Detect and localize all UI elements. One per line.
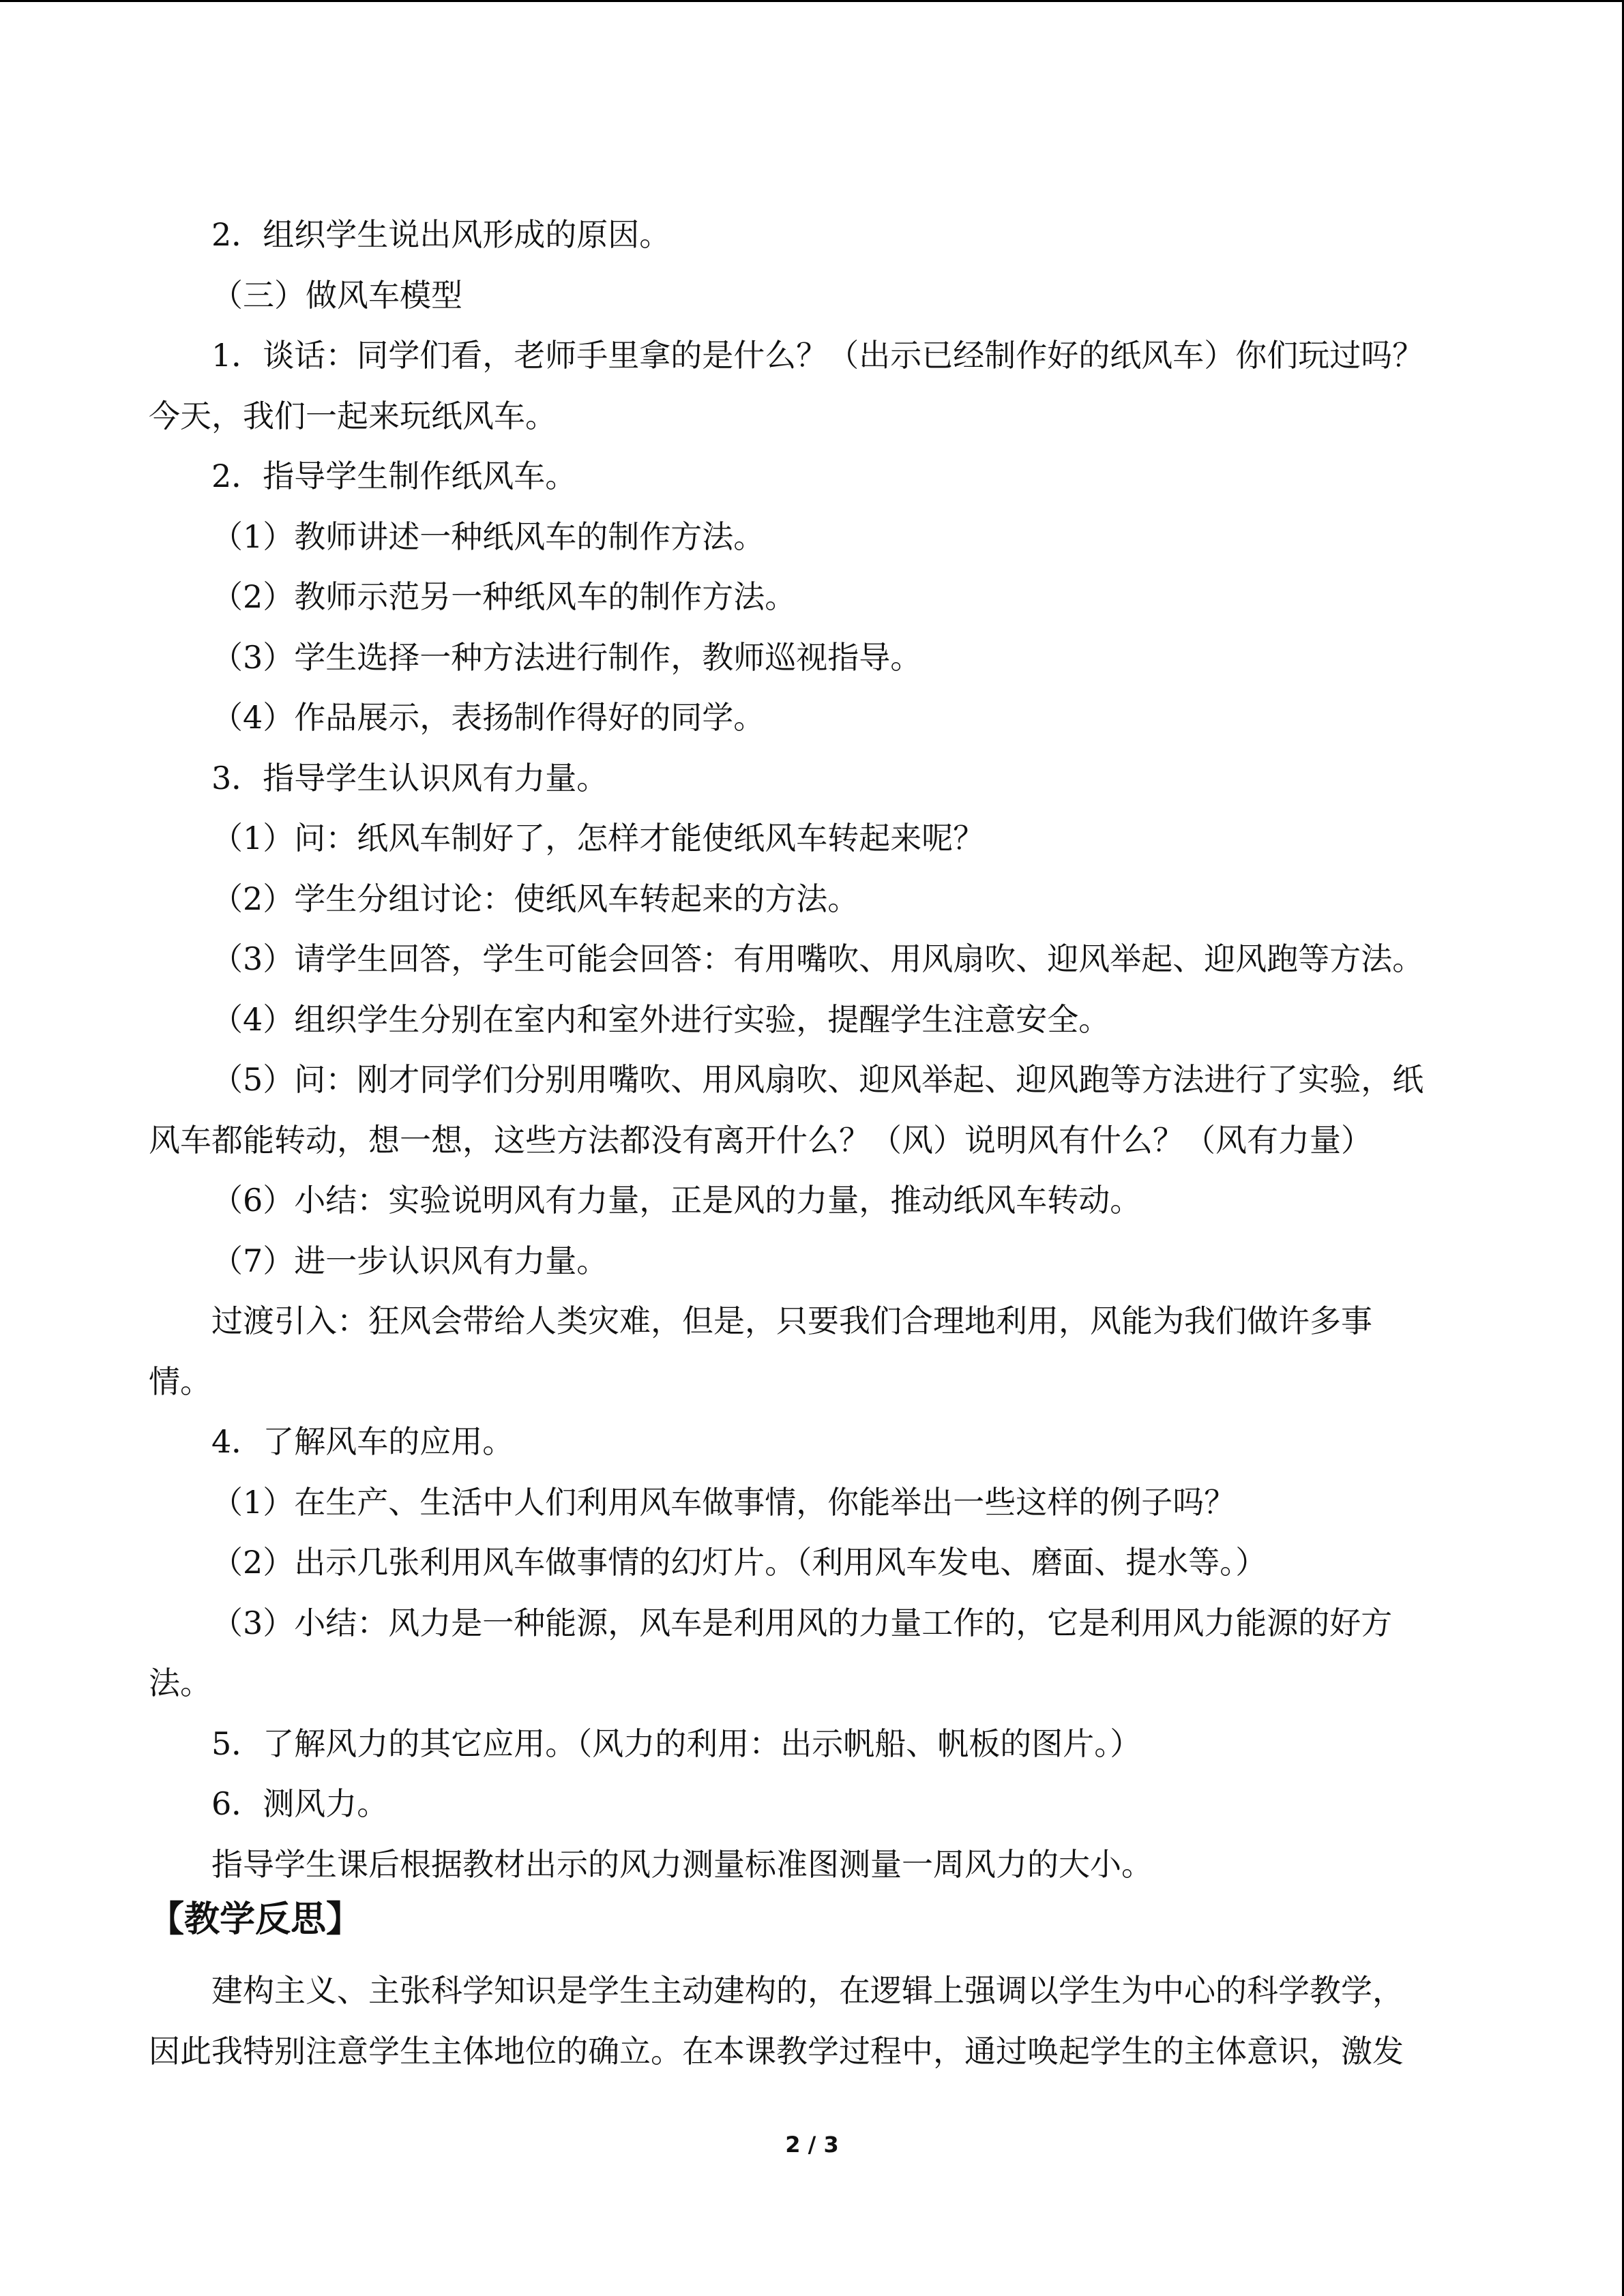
- reflection-line: 建构主义、主张科学知识是学生主动建构的，在逻辑上强调以学生为中心的科学教学，: [211, 1972, 1404, 2009]
- paragraph-line: （7）进一步认识风有力量。: [211, 1242, 608, 1279]
- paragraph: [149, 989, 1475, 1050]
- paragraph-line: 2．组织学生说出风形成的原因。: [211, 216, 671, 253]
- paragraph-line: （4）组织学生分别在室内和室外进行实验，提醒学生注意安全。: [211, 1000, 1110, 1038]
- paragraph-line: 今天，我们一起来玩纸风车。: [149, 397, 557, 434]
- paragraph-line: 6．测风力。: [211, 1785, 389, 1822]
- paragraph: [149, 205, 1475, 265]
- paragraph: [149, 929, 1475, 989]
- paragraph-line: 5．了解风力的其它应用。（风力的利用：出示帆船、帆板的图片。）: [211, 1725, 1142, 1762]
- paragraph-line: 情。: [149, 1362, 211, 1400]
- paragraph-line: （3）小结：风力是一种能源，风车是利用风的力量工作的，它是利用风力能源的好方: [211, 1604, 1393, 1641]
- page-number: 2 / 3: [785, 2132, 839, 2158]
- paragraph: [149, 1774, 1475, 1834]
- paragraph-line: （1）教师讲述一种纸风车的制作方法。: [211, 518, 765, 555]
- document-body: [149, 205, 1475, 1894]
- paragraph: [149, 265, 1475, 326]
- paragraph-line: 1．谈话：同学们看，老师手里拿的是什么？（出示已经制作好的纸风车）你们玩过吗？: [211, 337, 1424, 374]
- paragraph-line: （三）做风车模型: [211, 276, 462, 314]
- paragraph: [149, 1532, 1475, 1593]
- paragraph-line: 指导学生课后根据教材出示的风力测量标准图测量一周风力的大小。: [211, 1845, 1153, 1883]
- reflection-body: [149, 1960, 1475, 2081]
- paragraph: [149, 1291, 1475, 1412]
- top-border: [0, 0, 1624, 2]
- paragraph-line: 风车都能转动，想一想，这些方法都没有离开什么？（风）说明风有什么？（风有力量）: [149, 1121, 1372, 1159]
- paragraph-line: （3）请学生回答，学生可能会回答：有用嘴吹、用风扇吹、迎风举起、迎风跑等方法。: [211, 940, 1424, 977]
- section-heading: 【教学反思】: [149, 1899, 362, 1940]
- paragraph: [149, 1834, 1475, 1895]
- paragraph: [149, 1231, 1475, 1292]
- paragraph: [149, 507, 1475, 567]
- paragraph-line: 3．指导学生认识风有力量。: [211, 759, 608, 796]
- paragraph: [149, 748, 1475, 809]
- reflection-line: 因此我特别注意学生主体地位的确立。在本课教学过程中，通过唤起学生的主体意识，激发: [149, 2032, 1404, 2070]
- paragraph: [149, 567, 1475, 627]
- paragraph: [149, 1472, 1475, 1533]
- paragraph-line: （3）学生选择一种方法进行制作，教师巡视指导。: [211, 638, 922, 676]
- paragraph: [149, 869, 1475, 929]
- paragraph: [149, 1412, 1475, 1472]
- paragraph: [149, 687, 1475, 748]
- paragraph: [149, 325, 1475, 446]
- paragraph: [149, 1170, 1475, 1231]
- paragraph-line: （2）出示几张利用风车做事情的幻灯片。（利用风车发电、磨面、提水等。）: [211, 1544, 1267, 1581]
- paragraph-line: 4．了解风车的应用。: [211, 1423, 514, 1460]
- paragraph-line: （5）问：刚才同学们分别用嘴吹、用风扇吹、迎风举起、迎风跑等方法进行了实验，纸: [211, 1061, 1424, 1098]
- paragraph-line: 法。: [149, 1665, 211, 1701]
- paragraph: [149, 1714, 1475, 1774]
- paragraph-line: （2）教师示范另一种纸风车的制作方法。: [211, 578, 797, 615]
- paragraph-line: （1）问：纸风车制好了，怎样才能使纸风车转起来呢？: [211, 820, 985, 856]
- paragraph-line: （1）在生产、生活中人们利用风车做事情，你能举出一些这样的例子吗？: [211, 1483, 1236, 1521]
- paragraph-line: （6）小结：实验说明风有力量，正是风的力量，推动纸风车转动。: [211, 1182, 1142, 1219]
- paragraph: [149, 1593, 1475, 1714]
- paragraph-line: 2．指导学生制作纸风车。: [211, 458, 577, 494]
- paragraph: [149, 808, 1475, 869]
- paragraph: [149, 1049, 1475, 1170]
- paragraph-line: （4）作品展示，表扬制作得好的同学。: [211, 699, 765, 736]
- paragraph-line: 过渡引入：狂风会带给人类灾难，但是，只要我们合理地利用，风能为我们做许多事: [211, 1302, 1372, 1339]
- paragraph: [149, 446, 1475, 507]
- paragraph: [149, 627, 1475, 688]
- paragraph-line: （2）学生分组讨论：使纸风车转起来的方法。: [211, 880, 859, 917]
